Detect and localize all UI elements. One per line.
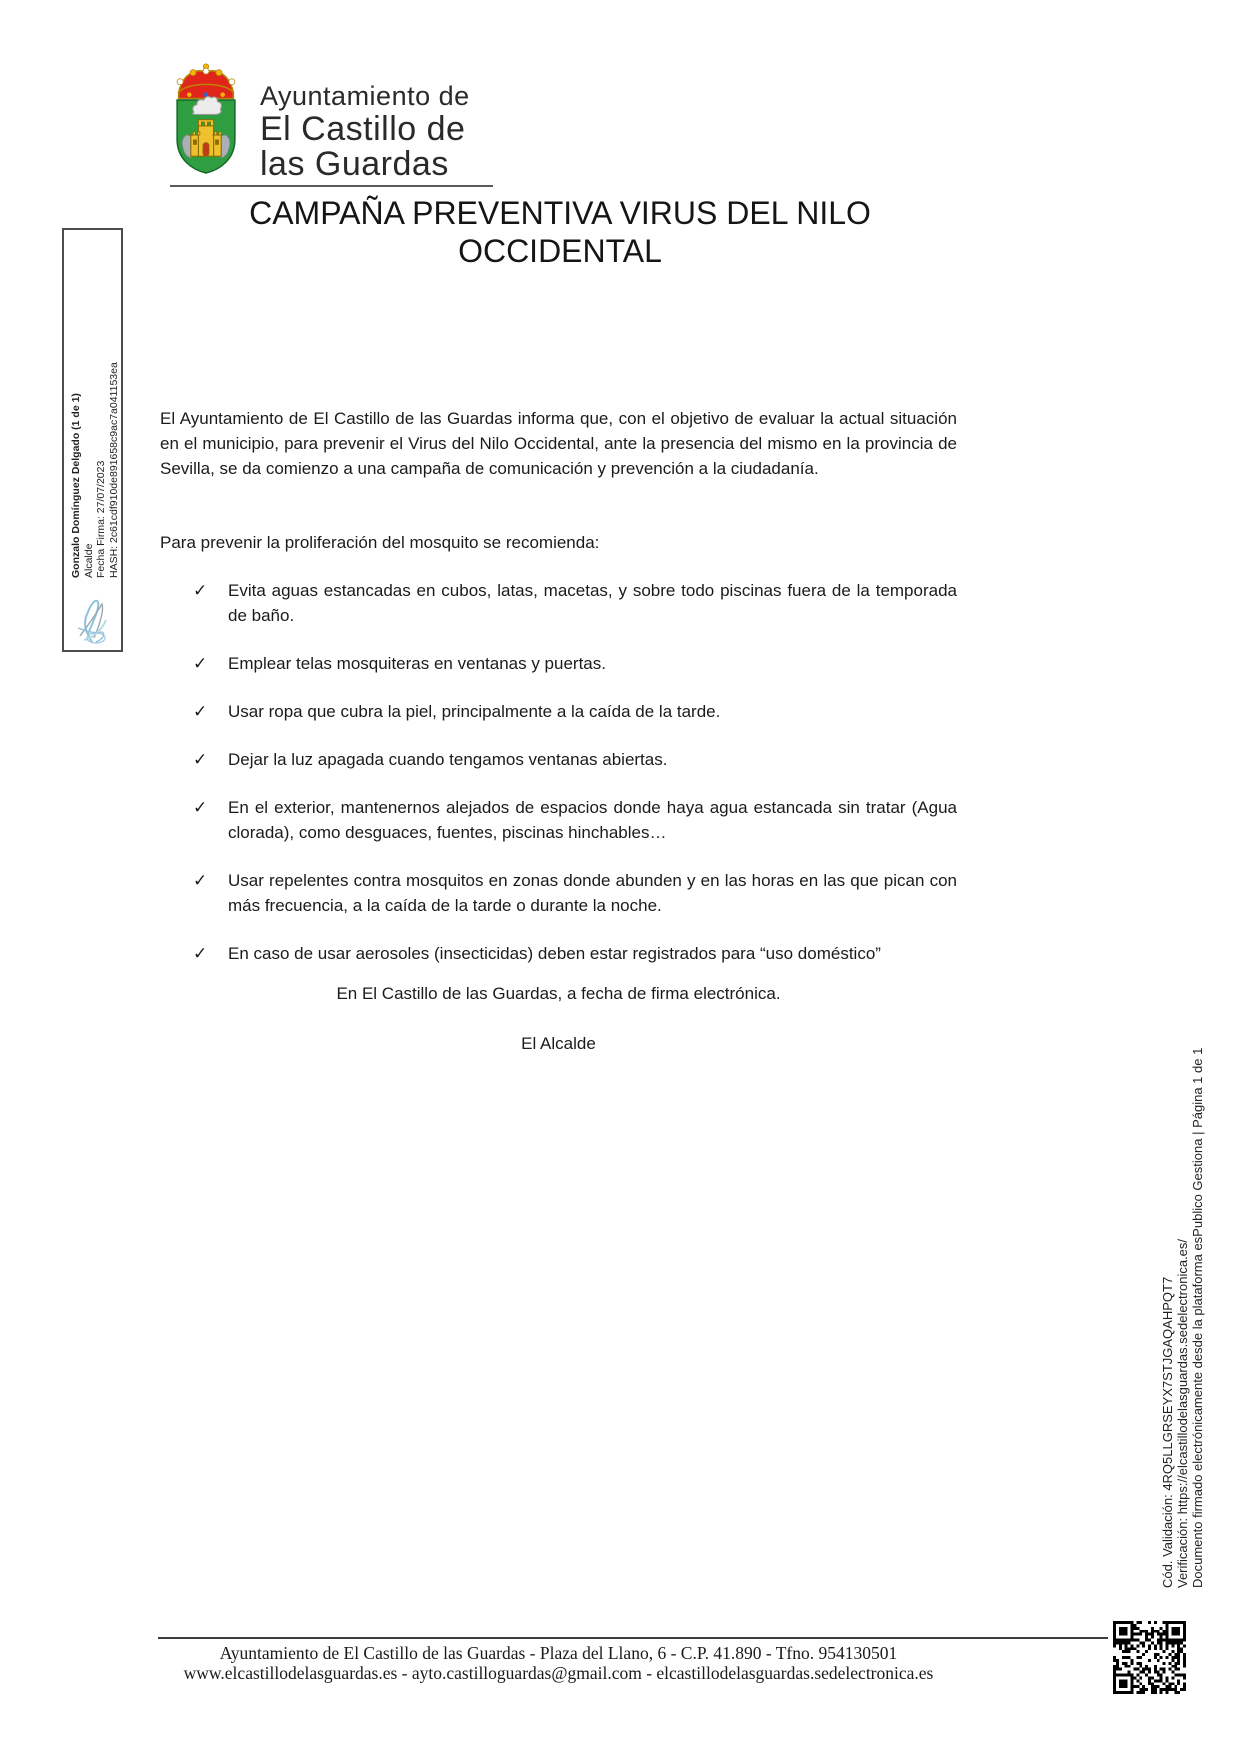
checkmark-icon: ✓: [193, 654, 208, 673]
checkmark-icon: ✓: [193, 798, 208, 817]
checkmark-icon: ✓: [193, 750, 208, 769]
footer: [160, 1643, 957, 1683]
page-title: CAMPAÑA PREVENTIVA VIRUS DEL NILO OCCIDENTAL: [249, 195, 871, 269]
verification-url: Verificación: https://elcastillodelasguardas.sedelectronica.es/: [1175, 1238, 1190, 1588]
list-item: [160, 699, 957, 724]
crown: [177, 64, 235, 99]
municipality-logo: [160, 58, 500, 188]
signature-date: Fecha Firma: 27/07/2023: [95, 460, 107, 578]
closing-signer-line: El Alcalde: [521, 1034, 596, 1053]
list-item-text: En caso de usar aerosoles (insecticidas) deben estar registrados para “uso doméstico”: [228, 944, 881, 963]
checkmark-icon: ✓: [193, 871, 208, 890]
list-intro: Para prevenir la proliferación del mosquito se recomienda:: [160, 533, 600, 552]
list-item: [160, 578, 957, 628]
list-item: [160, 651, 957, 676]
recommendations-list: [160, 578, 957, 989]
validation-code: Cód. Validación: 4RQ5LLGRSEYX7STJGAQAHPQT7: [1160, 1276, 1175, 1588]
shield: [177, 97, 235, 173]
closing-place-line: En El Castillo de las Guardas, a fecha de firma electrónica.: [336, 984, 781, 1003]
signer-name: Gonzalo Domínguez Delgado (1 de 1): [70, 393, 82, 578]
coat-of-arms-icon: [168, 62, 244, 176]
list-item-text: Dejar la luz apagada cuando tengamos ventanas abiertas.: [228, 750, 668, 769]
footer-contacts-line: www.elcastillodelasguardas.es - ayto.castilloguardas@gmail.com - elcastillodelasguardas.sedelectronica.es: [183, 1663, 934, 1683]
handwritten-signature-icon: [72, 594, 114, 646]
validation-sidebar: [1160, 978, 1205, 1588]
checkmark-icon: ✓: [193, 944, 208, 963]
logo-underline: [170, 185, 493, 187]
footer-address-line: Ayuntamiento de El Castillo de las Guardas - Plaza del Llano, 6 - C.P. 41.890 - Tfno. 954130501: [219, 1643, 898, 1663]
list-item: [160, 941, 957, 966]
list-item-text: En el exterior, mantenernos alejados de espacios donde haya agua estancada sin tratar (Agua clorada), como desguaces, fuentes, piscinas hinchables…: [228, 798, 957, 842]
checkmark-icon: ✓: [193, 581, 208, 600]
signer-role: Alcalde: [82, 543, 95, 578]
checkmark-icon: ✓: [193, 702, 208, 721]
list-item-text: Evita aguas estancadas en cubos, latas, macetas, y sobre todo piscinas fuera de la temporada de baño.: [228, 581, 957, 625]
platform-note: Documento firmado electrónicamente desde la plataforma esPublico Gestiona | Página 1 de 1: [1190, 1047, 1205, 1588]
logo-org-line2: El Castillo de: [260, 110, 466, 148]
list-item: [160, 747, 957, 772]
list-item-text: Emplear telas mosquiteras en ventanas y puertas.: [228, 654, 606, 673]
signature-box-text: [70, 278, 120, 578]
footer-divider: [158, 1637, 1108, 1639]
qr-code: [1113, 1621, 1186, 1694]
list-item-text: Usar ropa que cubra la piel, principalmente a la caída de la tarde.: [228, 702, 721, 721]
list-item-text: Usar repelentes contra mosquitos en zonas donde abunden y en las horas en las que pican con más frecuencia, a la caída de la tarde o durante la noche.: [228, 871, 957, 915]
intro-paragraph: El Ayuntamiento de El Castillo de las Guardas informa que, con el objetivo de evaluar la actual situación en el municipio, para prevenir el Virus del Nilo Occidental, ante la presencia del mismo en la provincia de Sevilla, se da comienzo a una campaña de comunicación y prevención a la ciudadanía.: [160, 409, 957, 478]
list-item: [160, 868, 957, 918]
signature-hash: HASH: 2c61cdf910de891658c9ac7a041153ea: [107, 362, 120, 578]
logo-org-line1: Ayuntamiento de: [260, 81, 470, 111]
logo-org-line3: las Guardas: [260, 145, 449, 183]
list-item: [160, 795, 957, 845]
